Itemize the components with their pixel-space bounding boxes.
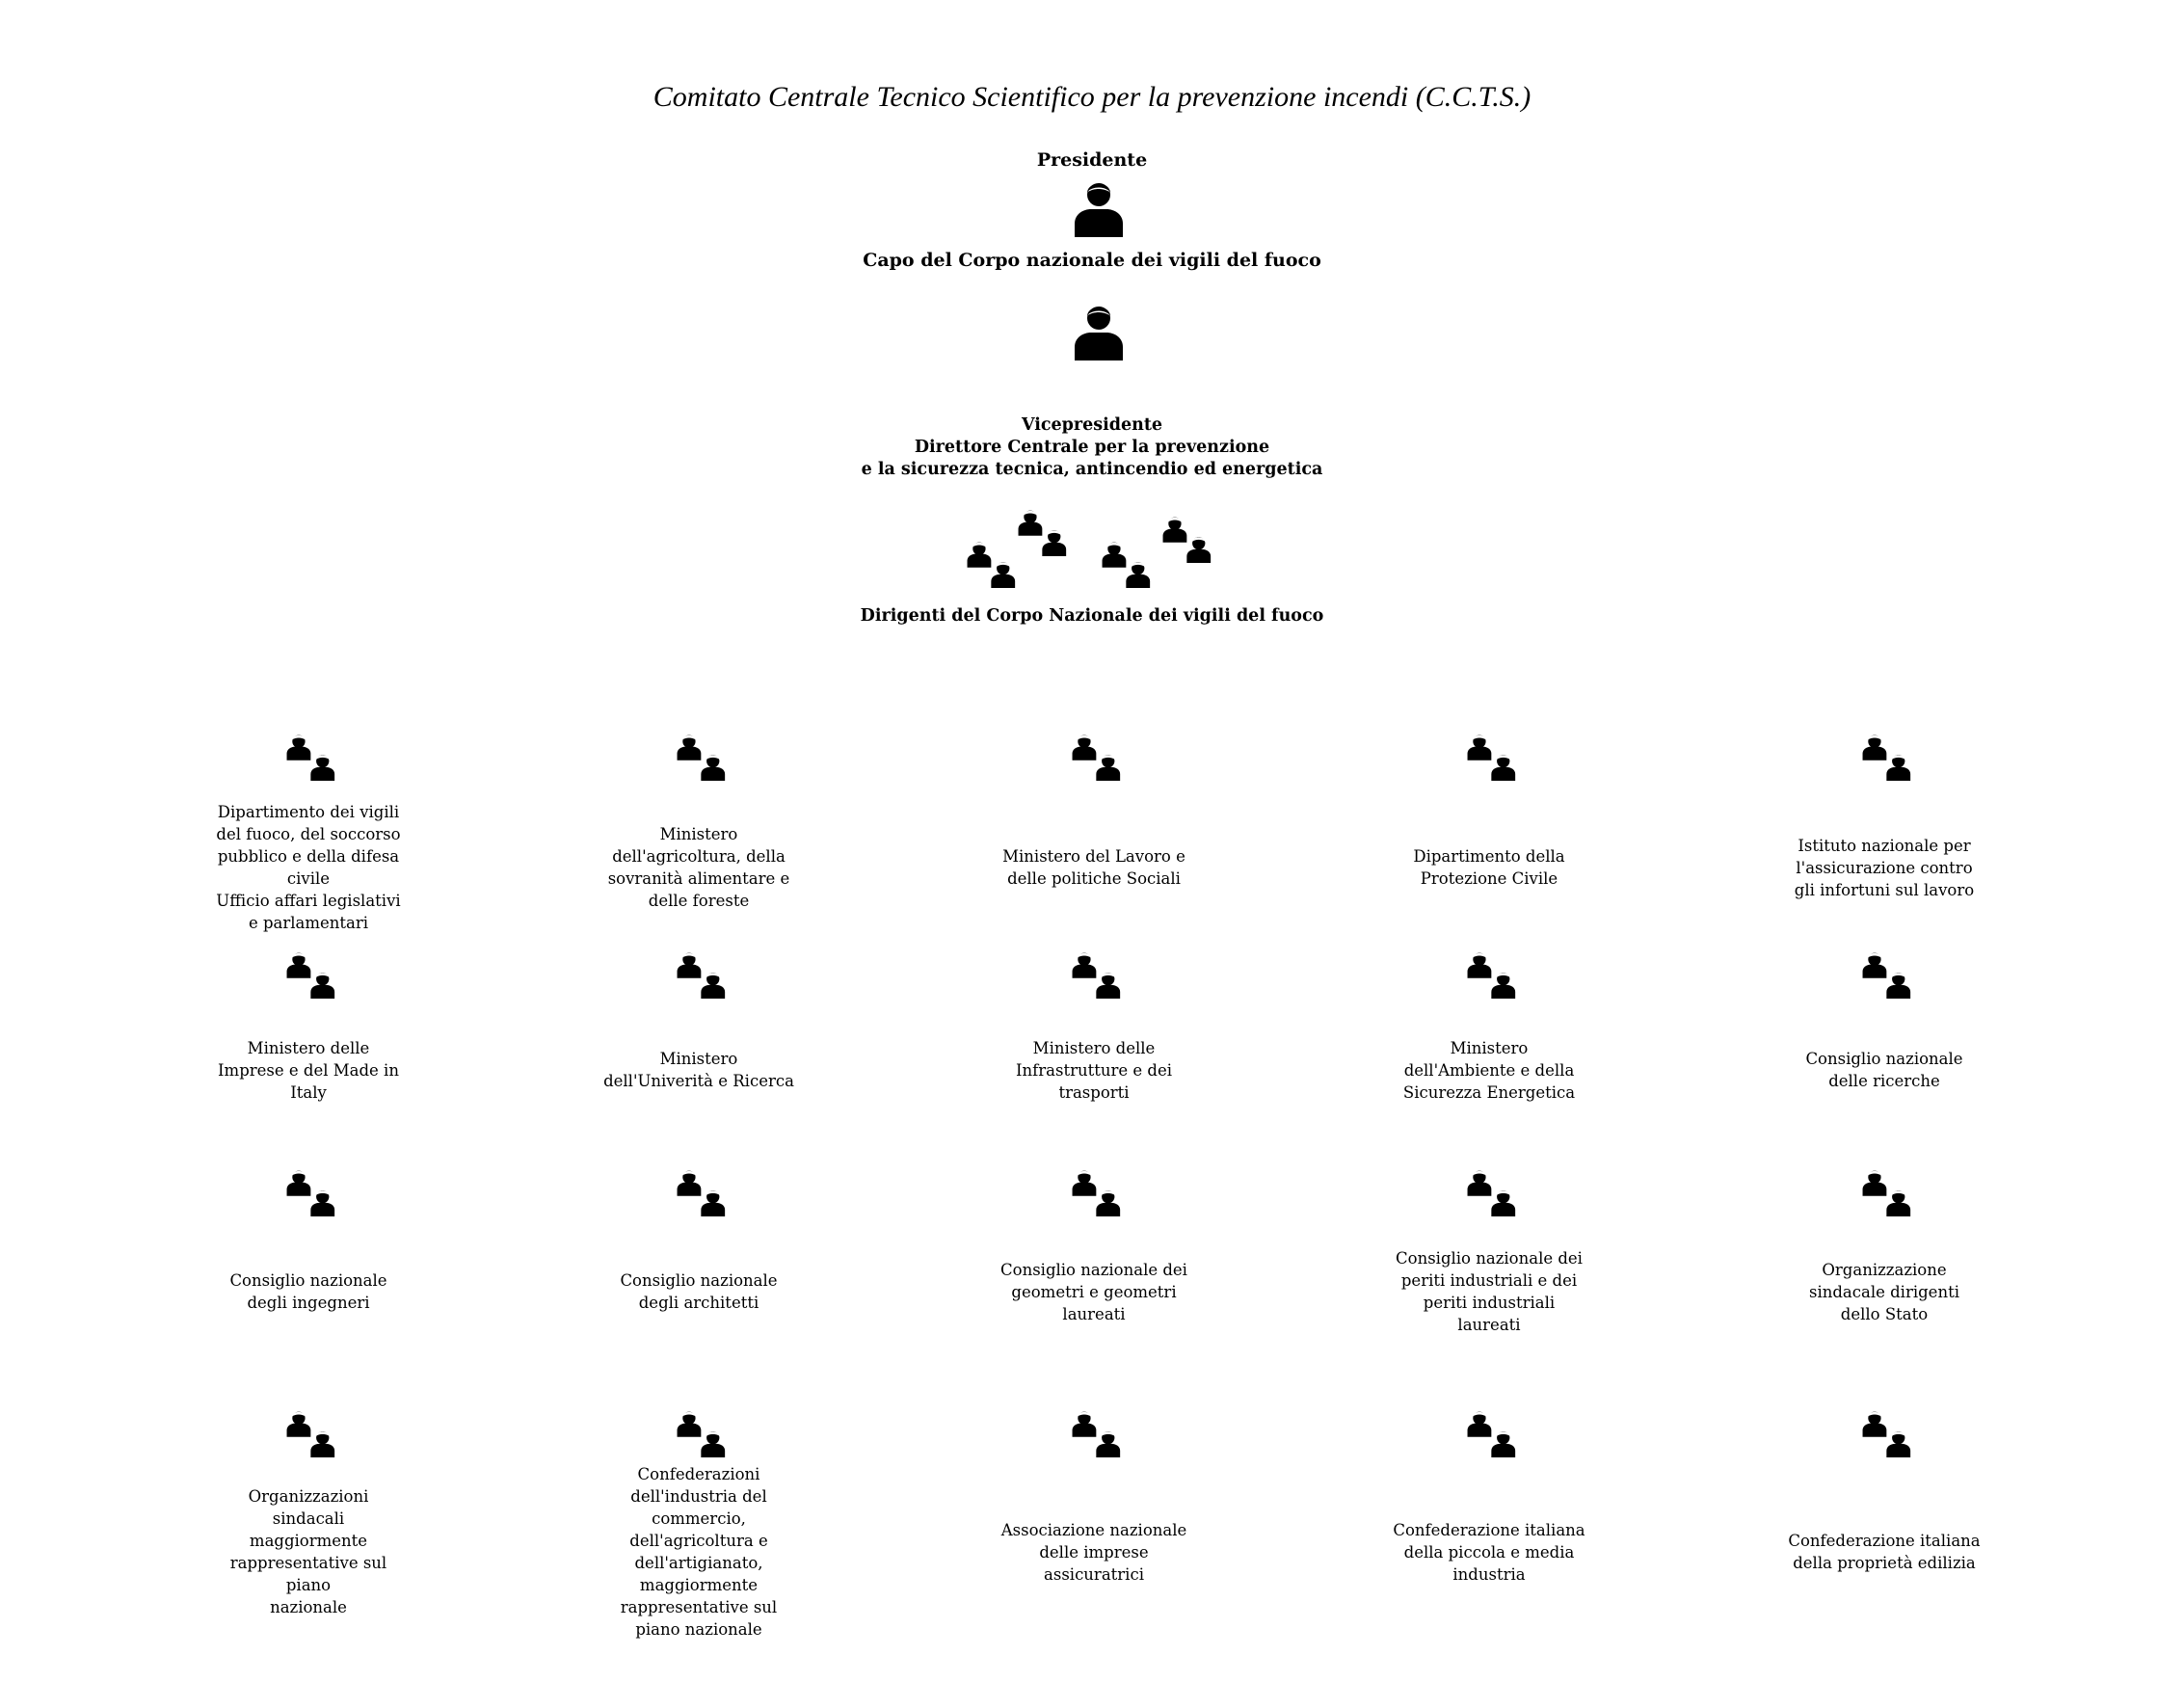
group-icon <box>1464 733 1524 785</box>
group-icon <box>1859 1168 1919 1220</box>
group-icon <box>283 1168 343 1220</box>
group-icon <box>1859 733 1919 785</box>
group-icon <box>674 1409 733 1461</box>
diagram-title: Comitato Centrale Tecnico Scientifico per la prevenzione incendi (C.C.T.S.) <box>653 81 1531 113</box>
member-label: Consiglio nazionale degli architetti <box>620 1271 778 1312</box>
member-label: Ministero dell'agricoltura, della sovranità alimentare e delle foreste <box>607 825 790 910</box>
member-label: Ministero dell'Ambiente e della Sicurezza Energetica <box>1402 1039 1576 1102</box>
member-label: Istituto nazionale per l'assicurazione contro gli infortuni sul lavoro <box>1794 837 1975 899</box>
member-label: Consiglio nazionale dei geometri e geometri laureati <box>1000 1261 1187 1323</box>
group-icon <box>674 950 733 1002</box>
capo-label: Capo del Corpo nazionale dei vigili del fuoco <box>863 250 1321 271</box>
member-label: Organizzazione sindacale dirigenti dello Stato <box>1808 1261 1959 1323</box>
member-label: Confederazioni dell'industria del commercio, dell'agricoltura e dell'artigianato, maggiormente rappresentative sul piano nazionale <box>620 1465 778 1639</box>
member-label: Ministero del Lavoro e delle politiche Sociali <box>1002 847 1185 888</box>
member-label: Confederazione italiana della proprietà edilizia <box>1788 1532 1981 1572</box>
group-icon <box>1464 1168 1524 1220</box>
group-icon <box>1099 540 1159 592</box>
person-icon <box>1070 179 1128 237</box>
group-icon <box>674 733 733 785</box>
member-label: Organizzazioni sindacali maggiormente rappresentative sul piano nazionale <box>229 1487 387 1616</box>
member-label: Ministero delle Imprese e del Made in Italy <box>218 1039 399 1102</box>
member-label: Ministero dell'Univerità e Ricerca <box>603 1050 794 1090</box>
group-icon <box>1069 950 1129 1002</box>
group-icon <box>1015 508 1075 560</box>
member-label: Consiglio nazionale delle ricerche <box>1805 1050 1963 1090</box>
group-icon <box>1464 1409 1524 1461</box>
group-icon <box>1069 733 1129 785</box>
member-label: Dipartimento dei vigili del fuoco, del soccorso pubblico e della difesa civile Ufficio affari legislativi e parlamentari <box>216 803 401 932</box>
group-icon <box>674 1168 733 1220</box>
group-icon <box>1859 950 1919 1002</box>
member-label: Confederazione italiana della piccola e media industria <box>1393 1521 1585 1584</box>
group-icon <box>283 1409 343 1461</box>
presidente-label: Presidente <box>1036 149 1148 171</box>
group-icon <box>283 950 343 1002</box>
member-label: Associazione nazionale delle imprese assicuratrici <box>1000 1521 1187 1584</box>
group-icon <box>283 733 343 785</box>
group-icon <box>1159 515 1219 567</box>
group-icon <box>1859 1409 1919 1461</box>
dirigenti-label: Dirigenti del Corpo Nazionale dei vigili del fuoco <box>860 606 1324 626</box>
member-label: Consiglio nazionale dei periti industriali e dei periti industriali laureati <box>1396 1249 1583 1334</box>
group-icon <box>1069 1409 1129 1461</box>
member-label: Ministero delle Infrastrutture e dei trasporti <box>1016 1039 1172 1102</box>
group-icon <box>1464 950 1524 1002</box>
person-icon <box>1070 303 1128 360</box>
group-icon <box>1069 1168 1129 1220</box>
member-label: Consiglio nazionale degli ingegneri <box>229 1271 387 1312</box>
vicepresidente-label: Vicepresidente Direttore Centrale per la prevenzione e la sicurezza tecnica, antincendio ed energetica <box>861 415 1323 479</box>
member-label: Dipartimento della Protezione Civile <box>1413 847 1565 888</box>
